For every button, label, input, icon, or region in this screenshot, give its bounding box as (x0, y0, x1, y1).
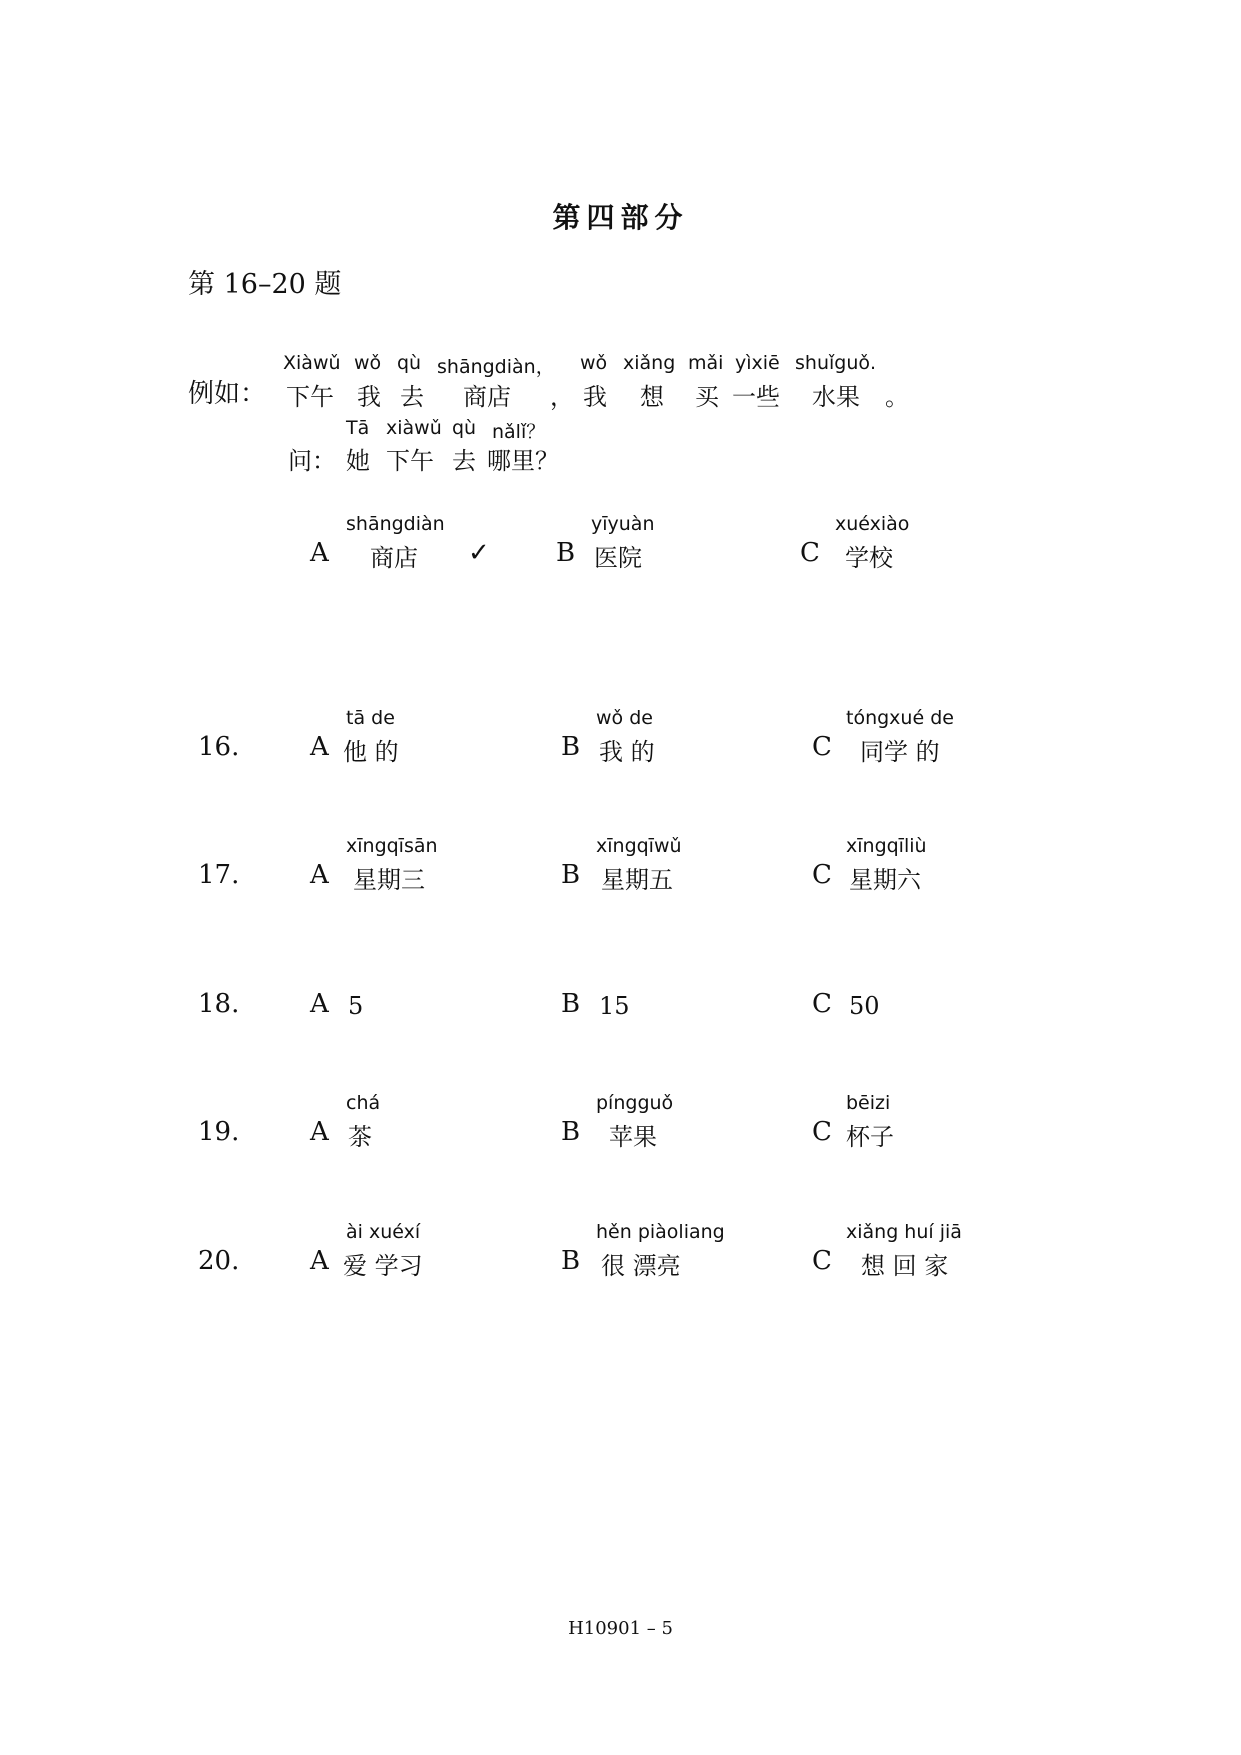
option-c-hanzi: 星期六 (849, 866, 921, 894)
option-a-value: 5 (348, 992, 364, 1020)
example-pinyin-word: wǒ (580, 352, 608, 374)
example-pinyin-word: yìxiē (735, 352, 780, 374)
example-question-hanzi-word: 她 (346, 447, 370, 475)
option-a-letter: A (310, 1117, 329, 1147)
option-c-letter: C (812, 860, 832, 890)
example-option-b-pinyin: yīyuàn (591, 513, 655, 535)
example-pinyin-word: qù (397, 352, 422, 374)
question-number: 18. (198, 989, 240, 1019)
option-c-letter: C (812, 1117, 832, 1147)
option-c-letter: C (812, 989, 832, 1019)
example-hanzi-word: 我 (357, 383, 381, 411)
example-hanzi-word: 下午 (286, 383, 334, 411)
example-option-c-letter: C (800, 538, 820, 568)
example-option-c-hanzi: 学校 (845, 544, 893, 572)
check-mark-icon: ✓ (468, 538, 490, 568)
example-option-a-pinyin: shāngdiàn (346, 513, 445, 535)
option-a-pinyin: tā de (346, 707, 395, 729)
option-a-pinyin: ài xuéxí (346, 1221, 421, 1243)
example-label: 例如： (188, 379, 267, 409)
option-b-hanzi: 苹果 (609, 1123, 657, 1151)
example-question-pinyin-word: qù (452, 417, 477, 439)
option-b-hanzi: 我 的 (599, 738, 655, 766)
example-option-b-hanzi: 医院 (594, 544, 642, 572)
example-hanzi-word: 去 (400, 383, 424, 411)
option-c-pinyin: bēizi (846, 1092, 891, 1114)
option-a-hanzi: 茶 (348, 1123, 372, 1151)
option-a-letter: A (310, 732, 329, 762)
example-hanzi-word: 。 (885, 383, 909, 411)
section-title: 第四部分 (552, 201, 689, 234)
option-a-hanzi: 星期三 (353, 866, 425, 894)
option-b-pinyin: hěn piàoliang (596, 1221, 725, 1243)
example-pinyin-word: shāngdiàn， (437, 356, 555, 378)
example-question-pinyin-word: nǎlǐ？ (492, 421, 546, 443)
option-a-letter: A (310, 860, 329, 890)
example-hanzi-word: 买 (695, 383, 719, 411)
example-question-label: 问： (288, 447, 336, 475)
option-c-hanzi: 杯子 (846, 1123, 894, 1151)
option-a-pinyin: xīngqīsān (346, 835, 438, 857)
example-question-hanzi-word: 下午 (386, 447, 434, 475)
option-c-hanzi: 同学 的 (860, 738, 940, 766)
option-b-value: 15 (599, 992, 630, 1020)
question-range-heading: 第 16–20 题 (188, 269, 342, 300)
option-c-letter: C (812, 732, 832, 762)
example-option-a-letter: A (310, 538, 329, 568)
option-b-letter: B (561, 732, 581, 762)
example-hanzi-word: 一些 (732, 383, 780, 411)
example-pinyin-word: shuǐguǒ. (795, 352, 877, 374)
option-c-hanzi: 想 回 家 (861, 1252, 949, 1280)
option-b-pinyin: píngguǒ (596, 1092, 674, 1114)
option-c-pinyin: tóngxué de (846, 707, 954, 729)
option-b-letter: B (561, 989, 581, 1019)
option-b-letter: B (561, 1117, 581, 1147)
option-a-pinyin: chá (346, 1092, 381, 1114)
option-c-pinyin: xīngqīliù (846, 835, 927, 857)
example-question-pinyin-word: Tā (346, 417, 370, 439)
example-pinyin-word: Xiàwǔ (283, 352, 341, 374)
option-a-hanzi: 爱 学习 (343, 1252, 423, 1280)
example-hanzi-word: 我 (583, 383, 607, 411)
option-c-pinyin: xiǎng huí jiā (846, 1221, 962, 1243)
example-hanzi-word: 水果 (812, 383, 860, 411)
option-b-hanzi: 星期五 (601, 866, 673, 894)
option-b-pinyin: xīngqīwǔ (596, 835, 682, 857)
option-b-letter: B (561, 860, 581, 890)
example-hanzi-word: ， (550, 383, 574, 411)
option-a-letter: A (310, 1246, 329, 1276)
option-c-letter: C (812, 1246, 832, 1276)
example-option-b-letter: B (556, 538, 576, 568)
example-question-hanzi-word: 哪里？ (487, 447, 559, 475)
option-b-letter: B (561, 1246, 581, 1276)
question-number: 19. (198, 1117, 240, 1147)
example-pinyin-word: xiǎng (623, 352, 676, 374)
example-option-c-pinyin: xuéxiào (835, 513, 910, 535)
question-number: 17. (198, 860, 240, 890)
option-b-hanzi: 很 漂亮 (601, 1252, 681, 1280)
example-hanzi-word: 商店 (463, 383, 511, 411)
option-c-value: 50 (849, 992, 880, 1020)
question-number: 16. (198, 732, 240, 762)
option-a-letter: A (310, 989, 329, 1019)
example-pinyin-word: mǎi (688, 352, 724, 374)
example-question-hanzi-word: 去 (452, 447, 476, 475)
example-question-pinyin-word: xiàwǔ (386, 417, 442, 439)
example-pinyin-word: wǒ (354, 352, 382, 374)
example-option-a-hanzi: 商店 (370, 544, 418, 572)
page-footer-code: H10901 – 5 (568, 1618, 673, 1639)
option-a-hanzi: 他 的 (343, 738, 399, 766)
option-b-pinyin: wǒ de (596, 707, 653, 729)
question-number: 20. (198, 1246, 240, 1276)
example-hanzi-word: 想 (640, 383, 664, 411)
